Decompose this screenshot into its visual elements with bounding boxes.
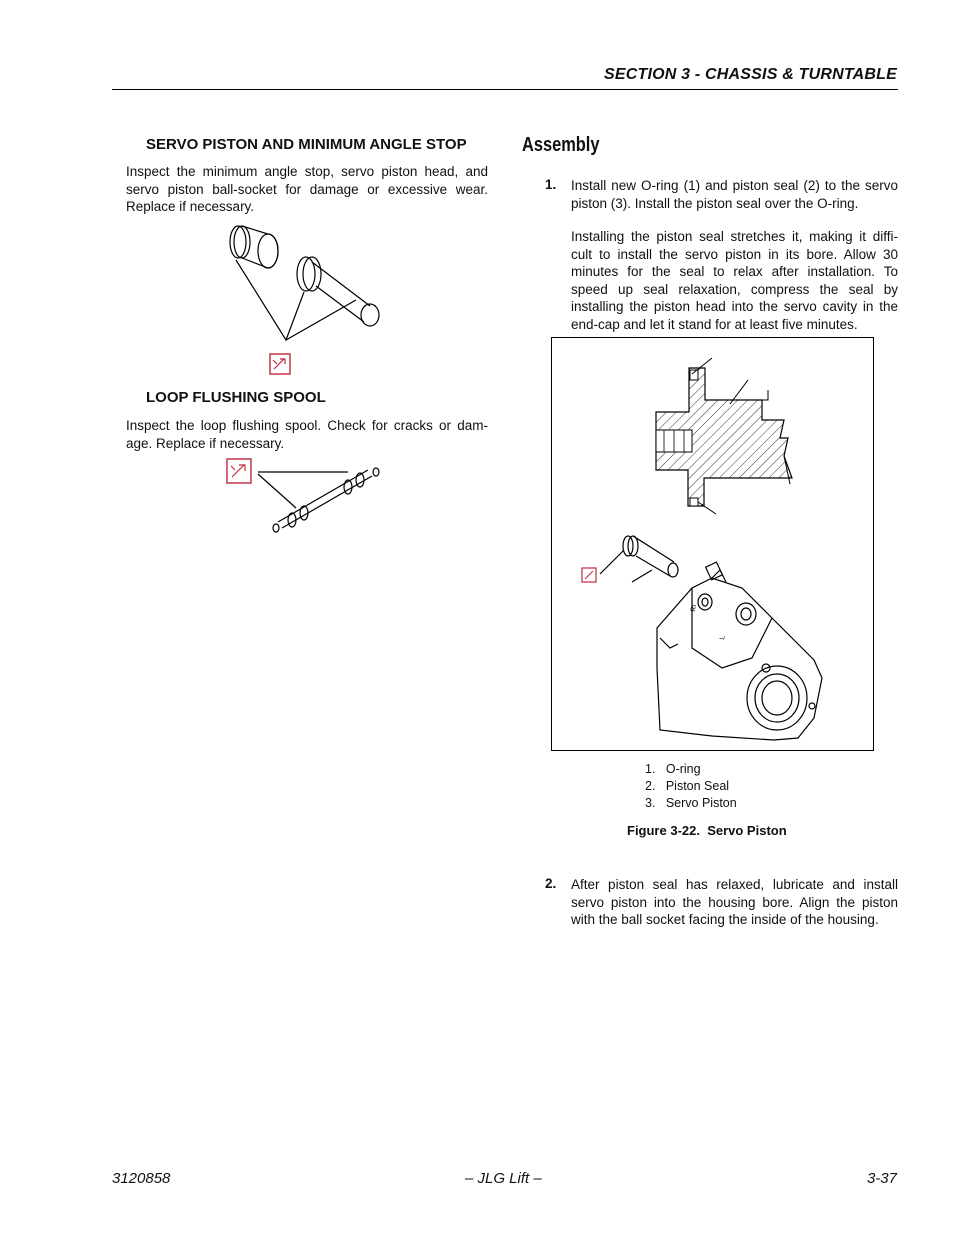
svg-text:RI: RI	[690, 604, 699, 613]
note-line: end-cap and let it stand for at least five minutes.	[571, 316, 858, 332]
step-2-text	[571, 876, 898, 929]
assembly-title: Assembly	[522, 134, 600, 156]
loop-line: age. Replace if necessary.	[126, 435, 285, 451]
footer-page-number: 3-37	[866, 1170, 897, 1187]
step-1-text	[571, 177, 898, 212]
step-1-line: Install new O-ring (1) and piston seal (2) to the servo	[571, 178, 898, 193]
legend-item: 1. O-ring	[645, 762, 701, 776]
figure-legend	[645, 761, 737, 812]
footer-doc-number: 3120858	[112, 1170, 171, 1187]
header-rule	[112, 89, 898, 90]
legend-item: 3. Servo Piston	[645, 796, 737, 810]
section-header: SECTION 3 - CHASSIS & TURNTABLE	[603, 66, 897, 83]
step-2-number: 2.	[545, 876, 557, 891]
inspect-symbol-icon	[269, 353, 291, 375]
loop-flushing-spool-illustration	[256, 462, 386, 537]
note-line: speed up seal relaxation, compress the seal by	[571, 281, 898, 297]
step-2-line: with the ball socket facing the inside of the housing.	[571, 912, 879, 927]
servo-piston-illustration	[220, 218, 390, 378]
servo-line: Replace if necessary.	[126, 199, 255, 214]
servo-piston-assembly-drawing	[552, 338, 873, 750]
note-line: minutes for the seal to relax after installation. To	[571, 264, 898, 279]
footer-center: – JLG Lift –	[465, 1170, 542, 1187]
note-line: installing the piston head into the servo cavity in the	[571, 299, 898, 314]
servo-line: servo piston ball-socket for damage or excessive wear.	[126, 181, 488, 197]
inspect-symbol-icon	[226, 458, 252, 484]
note-line: Installing the piston seal stretches it, making it diffi-	[571, 229, 898, 244]
step-1-number: 1.	[545, 177, 557, 192]
servo-paragraph	[126, 163, 488, 216]
servo-line: Inspect the minimum angle stop, servo piston head, and	[126, 164, 488, 179]
svg-text:L: L	[719, 635, 727, 641]
loop-line: Inspect the loop flushing spool. Check for cracks or dam-	[126, 418, 488, 433]
loop-paragraph	[126, 417, 488, 452]
step-2-line: servo piston into the housing bore. Align the piston	[571, 894, 898, 910]
figure-caption: Figure 3-22. Servo Piston	[627, 823, 787, 838]
step-1-line: piston (3). Install the piston seal over the O-ring.	[571, 195, 859, 211]
servo-heading: SERVO PISTON AND MINIMUM ANGLE STOP	[146, 136, 467, 153]
note-line: cult to install the servo piston in its bore. Allow 30	[571, 246, 898, 262]
step-2-line: After piston seal has relaxed, lubricate and install	[571, 877, 898, 892]
legend-item: 2. Piston Seal	[645, 779, 730, 793]
figure-frame	[551, 337, 874, 751]
loop-heading: LOOP FLUSHING SPOOL	[146, 389, 326, 406]
step-1-note	[571, 228, 898, 333]
